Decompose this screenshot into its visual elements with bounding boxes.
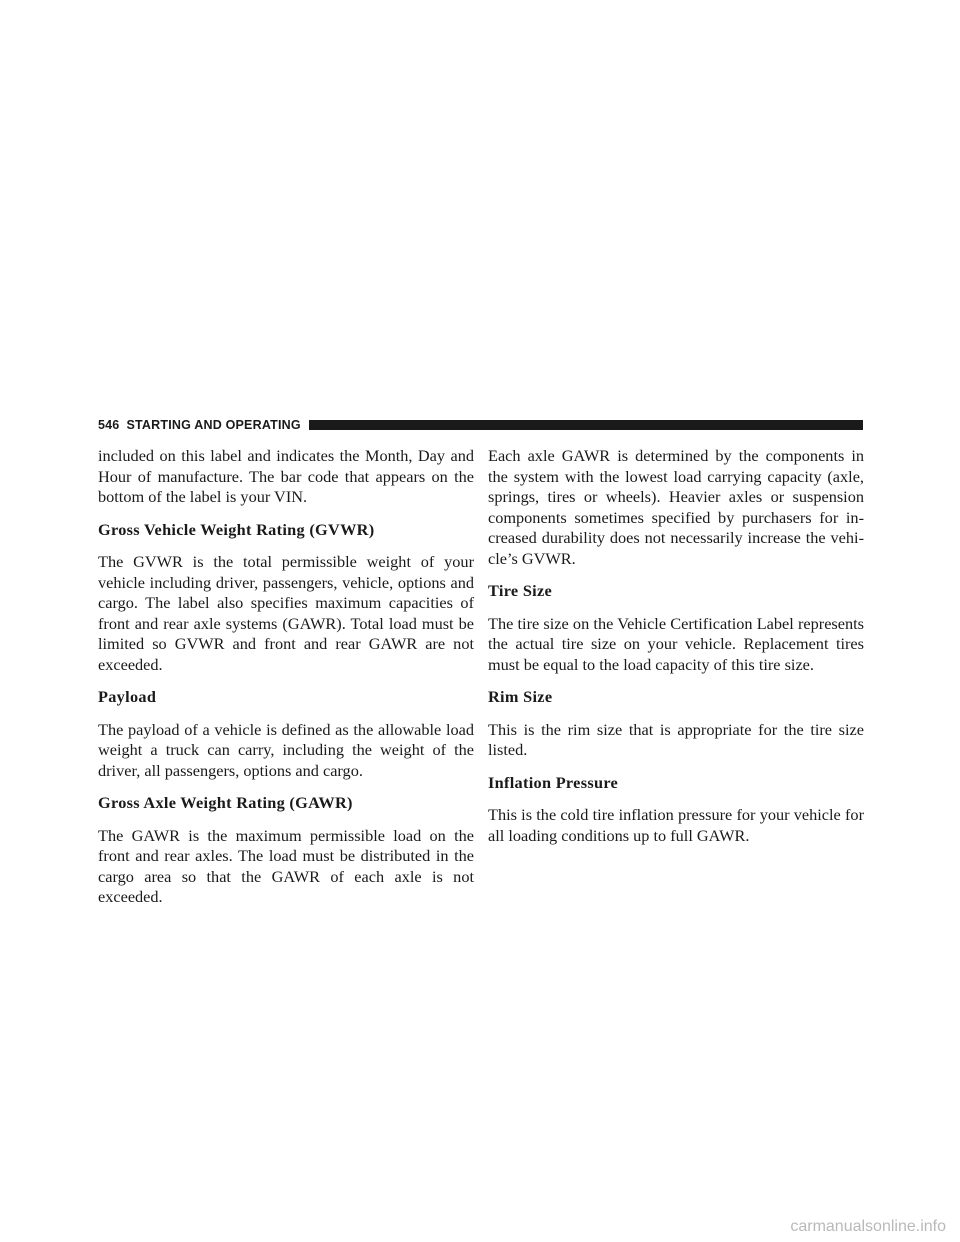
header-rule — [309, 420, 863, 430]
watermark: carmanualsonline.info — [790, 1218, 946, 1235]
heading-rim-size: Rim Size — [488, 687, 553, 706]
paragraph-payload: The payload of a vehicle is defined as the allowable load weight a truck can carry, including the weight of the driver, all passengers, options and cargo. — [98, 719, 474, 780]
paragraph-gawr: The GAWR is the maximum permissible load on the front and rear axles. The load must be distributed in the cargo area so that the GAWR of each axle is not exceeded. — [98, 825, 474, 906]
right-column — [488, 446, 864, 858]
paragraph-tire-size: The tire size on the Vehicle Certification Label represents the actual tire size on your vehicle. Replacement tires must be equal to the load capacity of this tire size. — [488, 613, 864, 674]
paragraph-gawr-continued: Each axle GAWR is determined by the components in the system with the lowest load carrying capacity (axle, springs, tires or wheels). Heavier axles or suspension components sometimes specified by purchasers for in-creased durability does not necessarily increase the vehi-cle’s GVWR. — [488, 446, 864, 568]
page-header — [98, 418, 863, 432]
heading-payload: Payload — [98, 687, 157, 706]
heading-gawr: Gross Axle Weight Rating (GAWR) — [98, 793, 353, 812]
page-number: 546 — [98, 418, 120, 432]
intro-paragraph: included on this label and indicates the Month, Day and Hour of manufacture. The bar code that appears on the bottom of the label is your VIN. — [98, 446, 474, 506]
paragraph-inflation-pressure: This is the cold tire inflation pressure for your vehicle for all loading conditions up to full GAWR. — [488, 805, 864, 845]
paragraph-gvwr: The GVWR is the total permissible weight of your vehicle including driver, passengers, vehicle, options and cargo. The label also specifies maximum capacities of front and rear axle systems (GAWR). Total load must be limited so GVWR and front and rear GAWR are not exceeded. — [98, 552, 474, 674]
paragraph-rim-size: This is the rim size that is appropriate for the tire size listed. — [488, 719, 864, 759]
section-title: STARTING AND OPERATING — [126, 418, 301, 432]
left-column — [98, 446, 474, 920]
heading-tire-size: Tire Size — [488, 581, 553, 600]
heading-gvwr: Gross Vehicle Weight Rating (GVWR) — [98, 519, 375, 539]
heading-inflation-pressure: Inflation Pressure — [488, 772, 619, 792]
